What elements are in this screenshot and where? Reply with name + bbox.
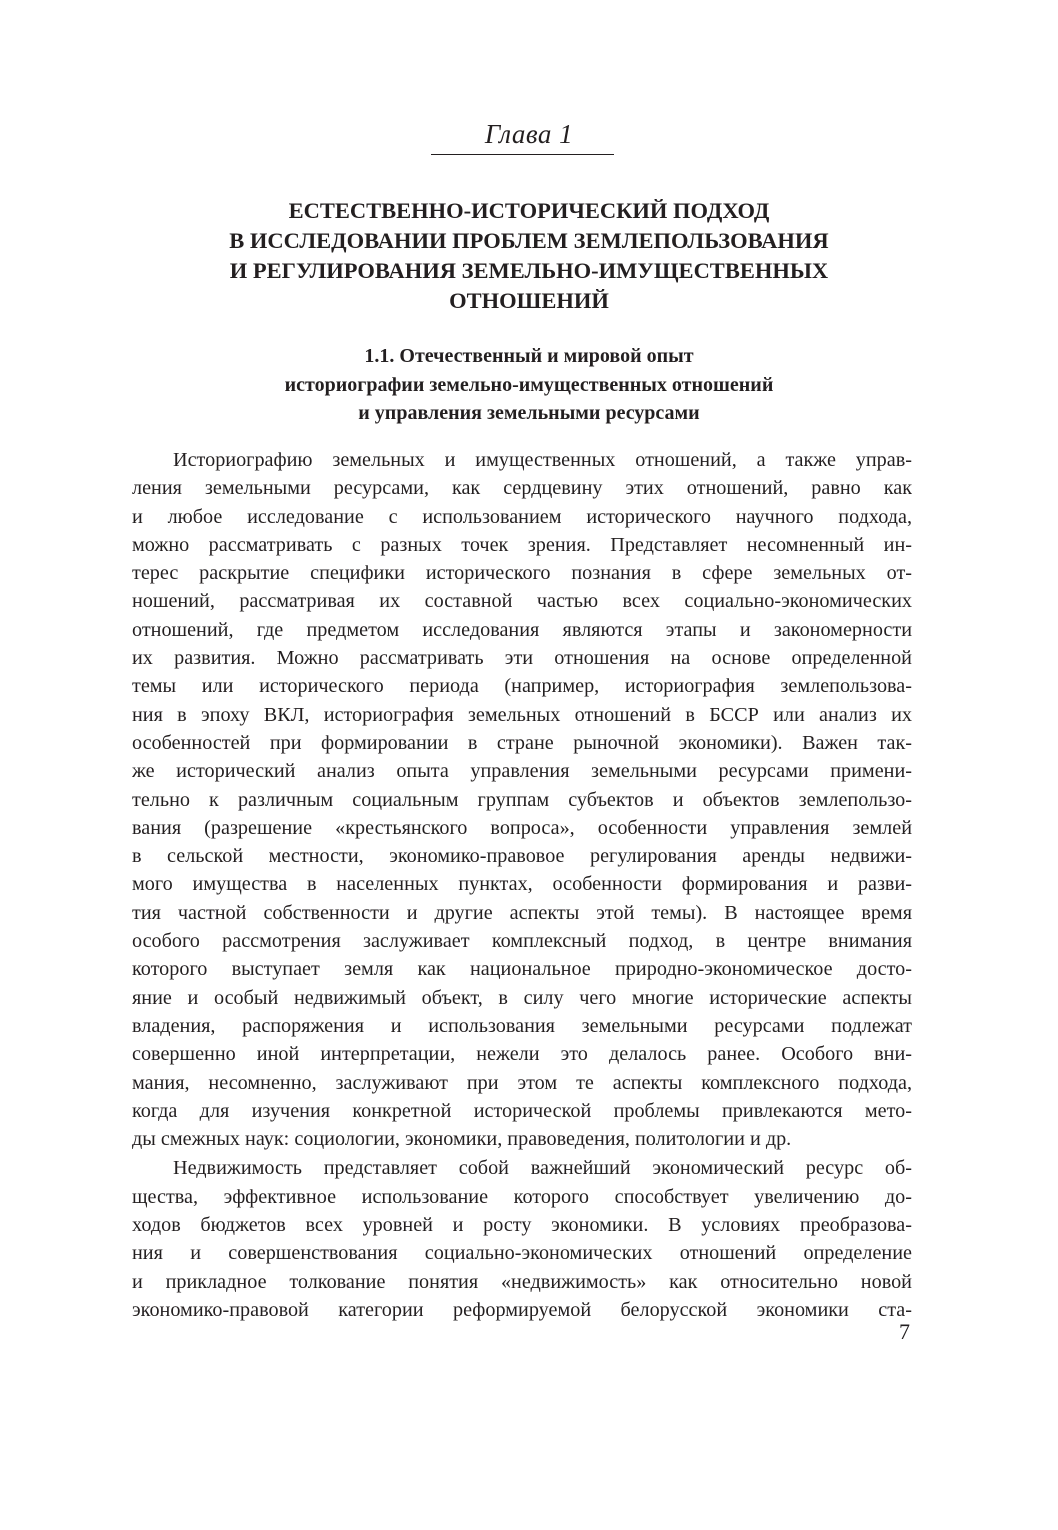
text-line: которого выступает земля как национальное природно-экономическое досто- bbox=[132, 958, 912, 981]
text-line: же исторический анализ опыта управления земельными ресурсами примени- bbox=[132, 760, 912, 783]
chapter-title-line: ОТНОШЕНИЙ bbox=[449, 288, 609, 313]
text-line: ления земельными ресурсами, как сердцевину этих отношений, равно как bbox=[132, 477, 912, 500]
text-line: ния в эпоху ВКЛ, историография земельных отношений в БССР или анализ их bbox=[132, 703, 912, 726]
text-line: ния и совершенствования социально-экономических отношений определение bbox=[132, 1242, 912, 1265]
paragraph bbox=[132, 1154, 912, 1324]
text-line: можно рассматривать с разных точек зрения. Представляет несомненный ин- bbox=[132, 533, 912, 556]
text-line: отношений, где предметом исследования являются этапы и закономерности bbox=[132, 618, 912, 641]
chapter-title-line: В ИССЛЕДОВАНИИ ПРОБЛЕМ ЗЕМЛЕПОЛЬЗОВАНИЯ bbox=[229, 228, 829, 253]
text-line: совершенно иной интерпретации, нежели это делалось ранее. Особого вни- bbox=[132, 1043, 912, 1066]
paragraph bbox=[132, 446, 912, 1153]
text-line: темы или исторического периода (например, историография землепользова- bbox=[132, 675, 912, 698]
text-line: экономико-правовой категории реформируемой белорусской экономики ста- bbox=[132, 1298, 912, 1321]
text-line: особенностей при формировании в стране рыночной экономики). Важен так- bbox=[132, 731, 912, 754]
text-line: ходов бюджетов всех уровней и росту экономики. В условиях преобразова- bbox=[132, 1214, 912, 1237]
chapter-label: Глава 1 bbox=[484, 119, 574, 149]
page-number: 7 bbox=[899, 1319, 910, 1344]
text-line: Недвижимость представляет собой важнейший экономический ресурс об- bbox=[173, 1157, 912, 1180]
text-line: Историографию земельных и имущественных отношений, а также управ- bbox=[173, 449, 912, 471]
text-line: ношений, рассматривая их составной частью всех социально-экономических bbox=[132, 590, 912, 613]
section-title bbox=[140, 342, 918, 428]
chapter-divider bbox=[431, 154, 614, 155]
chapter-title-line: И РЕГУЛИРОВАНИЯ ЗЕМЕЛЬНО-ИМУЩЕСТВЕННЫХ bbox=[229, 258, 829, 283]
text-line: щества, эффективное использование которого способствует увеличению до- bbox=[132, 1185, 912, 1208]
chapter-title bbox=[120, 196, 938, 316]
chapter-title-line: ЕСТЕСТВЕННО-ИСТОРИЧЕСКИЙ ПОДХОД bbox=[288, 198, 770, 223]
text-line: яние и особый недвижимый объект, в силу чего многие исторические аспекты bbox=[132, 986, 912, 1009]
section-title-line: и управления земельными ресурсами bbox=[358, 402, 700, 424]
text-line: когда для изучения конкретной исторической проблемы привлекаются мето- bbox=[132, 1099, 912, 1122]
text-line: тельно к различным социальным группам субъектов и объектов землепользо- bbox=[132, 788, 912, 811]
text-line: терес раскрытие специфики исторического познания в сфере земельных от- bbox=[132, 562, 912, 585]
text-line: мого имущества в населенных пунктах, особенности формирования и разви- bbox=[132, 873, 912, 896]
text-line: их развития. Можно рассматривать эти отношения на основе определенной bbox=[132, 647, 912, 670]
section-title-line: 1.1. Отечественный и мировой опыт bbox=[364, 345, 694, 367]
text-line: и прикладное толкование понятия «недвижимость» как относительно новой bbox=[132, 1270, 912, 1293]
text-line: вания (разрешение «крестьянского вопроса», особенности управления землей bbox=[132, 816, 912, 839]
text-line: в сельской местности, экономико-правовое регулирования аренды недвижи- bbox=[132, 845, 912, 868]
section-title-line: историографии земельно-имущественных отношений bbox=[284, 373, 774, 396]
body-text bbox=[132, 446, 912, 1324]
text-line: владения, распоряжения и использования земельными ресурсами подлежат bbox=[132, 1014, 912, 1037]
text-line: мания, несомненно, заслуживают при этом те аспекты комплексного подхода, bbox=[132, 1071, 912, 1094]
text-line: ды смежных наук: социологии, экономики, правоведения, политологии и др. bbox=[132, 1128, 792, 1151]
text-line: тия частной собственности и другие аспекты этой темы). В настоящее время bbox=[132, 901, 912, 924]
text-line: особого рассмотрения заслуживает комплексный подход, в центре внимания bbox=[132, 930, 912, 953]
text-line: и любое исследование с использованием исторического научного подхода, bbox=[132, 505, 912, 528]
